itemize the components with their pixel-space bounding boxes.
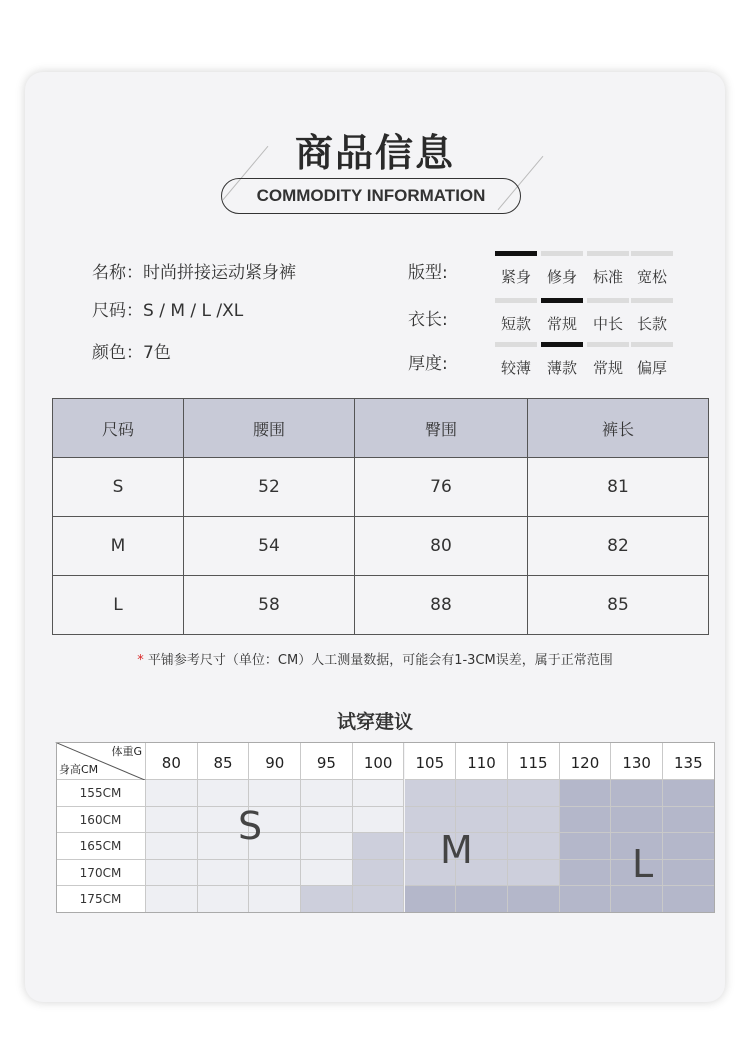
table-row bbox=[53, 458, 709, 517]
weight-header: 100 bbox=[353, 742, 405, 780]
weight-header: 115 bbox=[508, 742, 560, 780]
option-indicator bbox=[495, 251, 537, 256]
hip-cell: 80 bbox=[355, 517, 528, 576]
attribute-option: 中长 bbox=[592, 315, 623, 333]
attribute-option: 常规 bbox=[546, 315, 577, 333]
attribute-option: 紧身 bbox=[500, 268, 531, 286]
page-title: 商品信息 bbox=[294, 131, 455, 175]
attribute-option: 常规 bbox=[592, 359, 623, 377]
weight-header: 105 bbox=[405, 742, 457, 780]
option-indicator bbox=[495, 298, 537, 303]
table-row bbox=[53, 517, 709, 576]
attribute-option: 偏厚 bbox=[636, 359, 667, 377]
option-indicator bbox=[495, 342, 537, 347]
measurement-note bbox=[0, 649, 750, 668]
weight-header: 135 bbox=[663, 742, 715, 780]
height-label: 170CM bbox=[56, 860, 146, 887]
waist-cell: 58 bbox=[184, 576, 355, 635]
note-text: 平铺参考尺寸（单位：CM）人工测量数据，可能会有1-3CM误差，属于正常范围 bbox=[147, 653, 613, 668]
waist-cell: 52 bbox=[184, 458, 355, 517]
option-indicator bbox=[587, 342, 629, 347]
option-indicator bbox=[587, 251, 629, 256]
attribute-label: 厚度: bbox=[408, 354, 448, 374]
product-sizes: 尺码：S / M / L /XL bbox=[92, 301, 244, 321]
corner-weight-label: 体重G bbox=[111, 745, 142, 758]
size-cell: M bbox=[53, 517, 184, 576]
size-cell: S bbox=[53, 458, 184, 517]
height-label: 175CM bbox=[56, 886, 146, 913]
zone-label-m: M bbox=[440, 828, 473, 872]
weight-header: 95 bbox=[301, 742, 353, 780]
option-indicator bbox=[631, 251, 673, 256]
subtitle-en: COMMODITY INFORMATION bbox=[256, 186, 486, 205]
attribute-option: 较薄 bbox=[500, 359, 531, 377]
attribute-label: 衣长: bbox=[408, 310, 448, 330]
zone-label-s: S bbox=[238, 804, 263, 848]
size-cell: L bbox=[53, 576, 184, 635]
attribute-option: 修身 bbox=[546, 268, 577, 286]
weight-header: 80 bbox=[146, 742, 198, 780]
corner-height-label: 身高CM bbox=[59, 763, 99, 776]
waist-cell: 54 bbox=[184, 517, 355, 576]
length-cell: 85 bbox=[528, 576, 709, 635]
note-star: * bbox=[137, 653, 144, 668]
header-cell: 尺码 bbox=[53, 399, 184, 458]
option-indicator bbox=[541, 342, 583, 347]
height-label: 160CM bbox=[56, 807, 146, 834]
length-cell: 81 bbox=[528, 458, 709, 517]
option-indicator bbox=[631, 298, 673, 303]
weight-header: 85 bbox=[198, 742, 250, 780]
size-table-header bbox=[53, 399, 709, 458]
attribute-label: 版型: bbox=[408, 263, 448, 283]
option-indicator bbox=[631, 342, 673, 347]
weight-header: 130 bbox=[611, 742, 663, 780]
header-cell: 臀围 bbox=[355, 399, 528, 458]
header-cell: 裤长 bbox=[528, 399, 709, 458]
weight-header: 120 bbox=[560, 742, 612, 780]
size-table bbox=[52, 398, 709, 635]
option-indicator bbox=[587, 298, 629, 303]
fit-title: 试穿建议 bbox=[336, 711, 413, 733]
option-indicator bbox=[541, 251, 583, 256]
product-name: 名称：时尚拼接运动紧身裤 bbox=[92, 263, 296, 283]
header-cell: 腰围 bbox=[184, 399, 355, 458]
weight-header: 90 bbox=[249, 742, 301, 780]
length-cell: 82 bbox=[528, 517, 709, 576]
weight-header: 110 bbox=[456, 742, 508, 780]
zone-label-l: L bbox=[632, 842, 654, 886]
table-row bbox=[53, 576, 709, 635]
option-indicator bbox=[541, 298, 583, 303]
attribute-option: 薄款 bbox=[546, 359, 577, 377]
grid-frame bbox=[56, 742, 715, 913]
attribute-option: 宽松 bbox=[636, 268, 667, 286]
product-colors: 颜色：7色 bbox=[92, 343, 171, 363]
hip-cell: 88 bbox=[355, 576, 528, 635]
height-label: 165CM bbox=[56, 833, 146, 860]
attribute-option: 标准 bbox=[592, 268, 623, 286]
attribute-option: 长款 bbox=[636, 315, 667, 333]
hip-cell: 76 bbox=[355, 458, 528, 517]
attribute-option: 短款 bbox=[500, 315, 531, 333]
height-label: 155CM bbox=[56, 780, 146, 807]
